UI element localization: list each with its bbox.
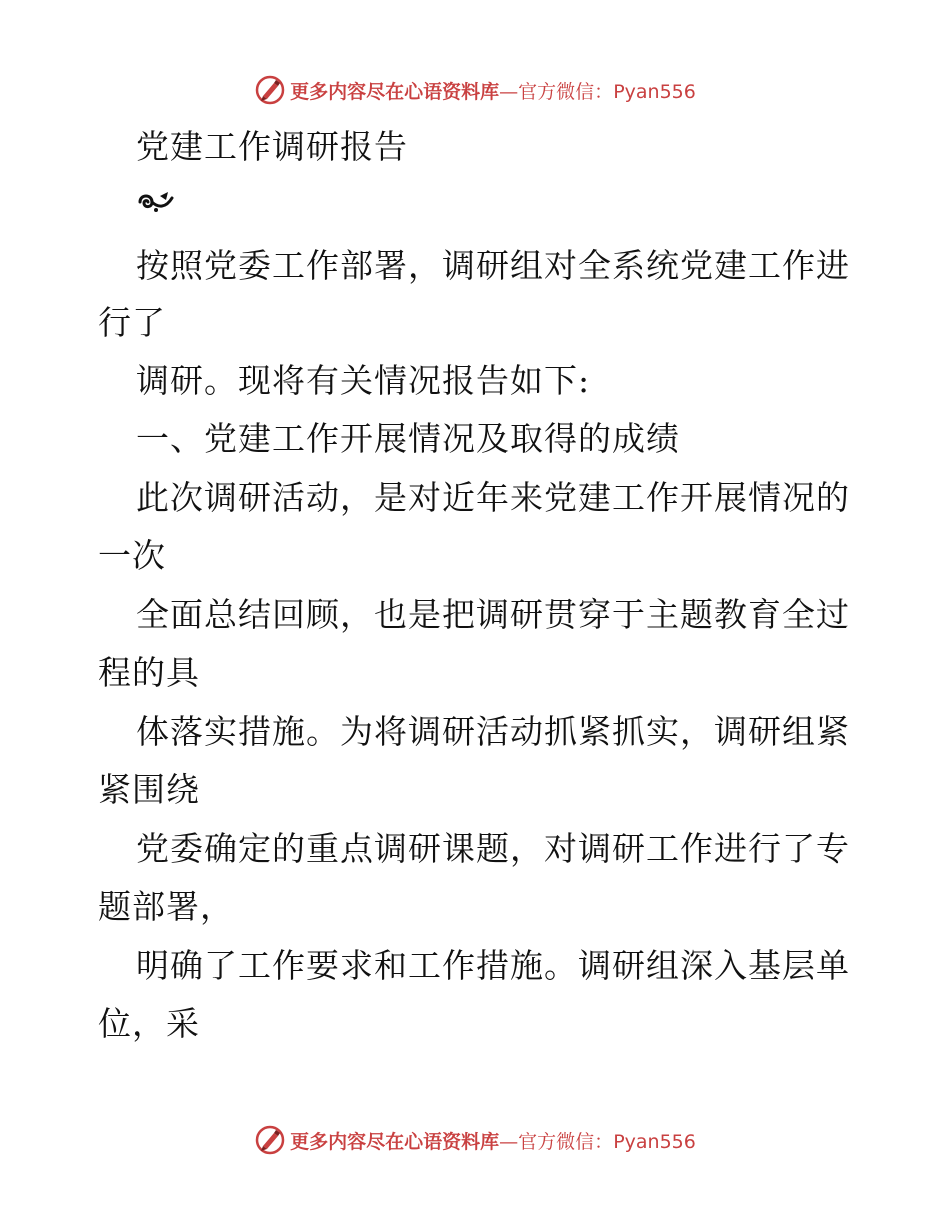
banner-wechat-label: 官方微信： [518, 80, 614, 103]
body-line: 位，采 [98, 1004, 200, 1043]
section-heading: 一、党建工作开展情况及取得的成绩 [136, 419, 680, 458]
banner-wechat-id: Pyan556 [613, 80, 696, 103]
banner-wechat-label: 官方微信： [518, 1130, 614, 1153]
body-line: 全面总结回顾，也是把调研贯穿于主题教育全过 [136, 595, 850, 634]
body-line: 体落实措施。为将调研活动抓紧抓实，调研组紧 [136, 712, 850, 751]
body-line: 明确了工作要求和工作措施。调研组深入基层单 [136, 946, 850, 985]
banner-main-text: 更多内容尽在心语资料库 [290, 80, 500, 103]
banner-wechat-id: Pyan556 [613, 1130, 696, 1153]
banner-text [290, 1127, 696, 1154]
fleuron-ornament-icon [136, 188, 176, 216]
body-line: 行了 [98, 303, 166, 342]
body-line: 调研。现将有关情况报告如下: [136, 361, 591, 400]
body-line: 紧围绕 [98, 770, 200, 809]
banner-dash: — [499, 1130, 519, 1153]
document-title: 党建工作调研报告 [136, 127, 408, 166]
banner-main-text: 更多内容尽在心语资料库 [290, 1130, 500, 1153]
banner-dash: — [499, 80, 519, 103]
body-line: 党委确定的重点调研课题，对调研工作进行了专 [136, 829, 850, 868]
body-line: 程的具 [98, 653, 200, 692]
body-line: 一次 [98, 536, 166, 575]
footer-banner [0, 1120, 950, 1160]
banner-text [290, 77, 696, 104]
body-line: 按照党委工作部署，调研组对全系统党建工作进 [136, 246, 850, 285]
body-line: 此次调研活动，是对近年来党建工作开展情况的 [136, 478, 850, 517]
header-banner [0, 70, 950, 110]
pen-logo-icon [254, 74, 286, 106]
pen-logo-icon [254, 1124, 286, 1156]
body-line: 题部署， [98, 887, 234, 926]
